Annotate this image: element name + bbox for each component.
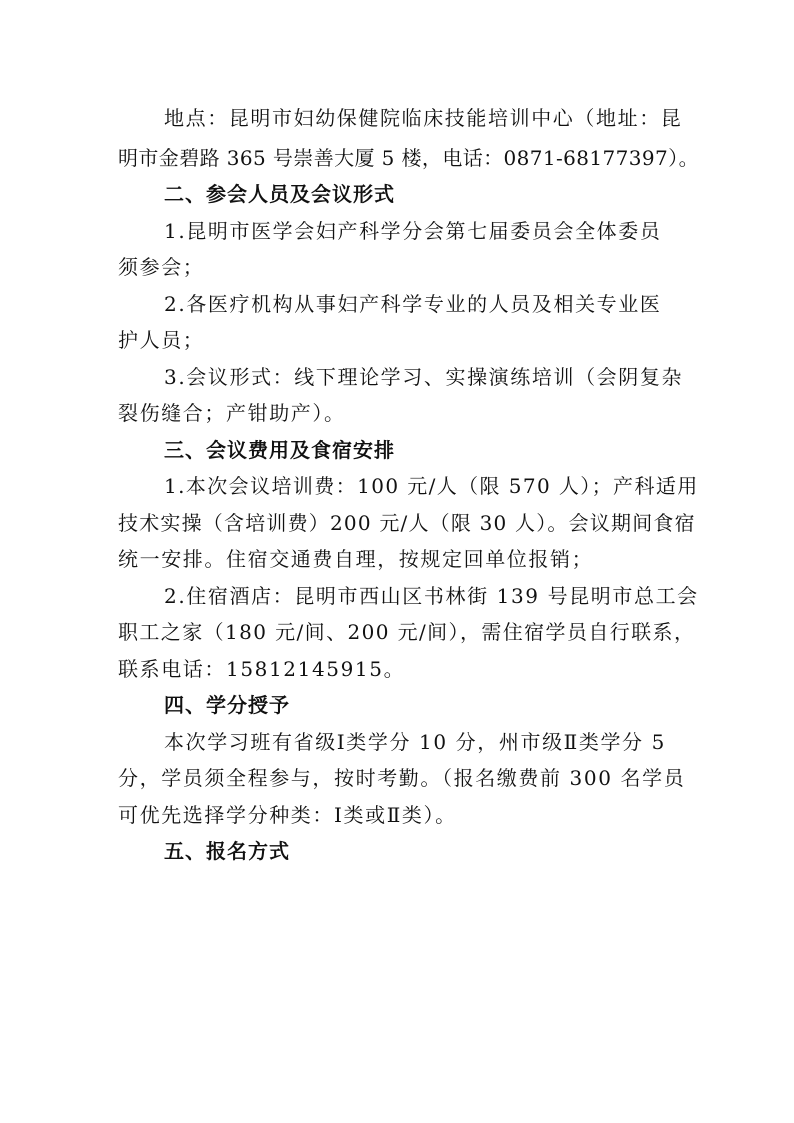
section-4-para-line-2: 分，学员须全程参与，按时考勤。（报名缴费前 300 名学员 [118, 766, 686, 790]
section-3-item-1-line-2: 技术实操（含培训费）200 元/人（限 30 人）。会议期间食宿 [118, 511, 696, 535]
section-3-item-2-line-3: 联系电话：15812145915。 [118, 657, 406, 681]
section-3-item-1-line-3: 统一安排。住宿交通费自理，按规定回单位报销； [118, 547, 594, 571]
location-line-2: 明市金碧路 365 号崇善大厦 5 楼，电话：0871-68177397）。 [118, 146, 699, 170]
section-3-heading: 三、会议费用及食宿安排 [164, 438, 395, 462]
section-3-item-1-line-1: 1.本次会议培训费：100 元/人（限 570 人）；产科适用 [164, 474, 699, 498]
section-5-heading: 五、报名方式 [164, 839, 290, 863]
section-2-item-3-line-1: 3.会议形式：线下理论学习、实操演练培训（会阴复杂 [164, 365, 684, 389]
section-2-item-1-line-2: 须参会； [118, 255, 205, 279]
location-line-1: 地点：昆明市妇幼保健院临床技能培训中心（地址：昆 [164, 106, 683, 130]
section-4-heading: 四、学分授予 [164, 693, 290, 717]
section-2-item-1-line-1: 1.昆明市医学会妇产科学分会第七届委员会全体委员 [164, 219, 662, 243]
section-2-item-3-line-2: 裂伤缝合；产钳助产）。 [118, 401, 346, 425]
section-4-para-line-3: 可优先选择学分种类：Ⅰ类或Ⅱ类）。 [118, 803, 457, 827]
section-4-para-line-1: 本次学习班有省级Ⅰ类学分 10 分，州市级Ⅱ类学分 5 [164, 730, 666, 754]
section-2-item-2-line-1: 2.各医疗机构从事妇产科学专业的人员及相关专业医 [164, 292, 662, 316]
section-2-item-2-line-2: 护人员； [118, 328, 205, 352]
section-3-item-2-line-2: 职工之家（180 元/间、200 元/间），需住宿学员自行联系， [118, 620, 696, 644]
section-3-item-2-line-1: 2.住宿酒店：昆明市西山区书林街 139 号昆明市总工会 [164, 584, 699, 608]
section-2-heading: 二、参会人员及会议形式 [164, 182, 395, 206]
